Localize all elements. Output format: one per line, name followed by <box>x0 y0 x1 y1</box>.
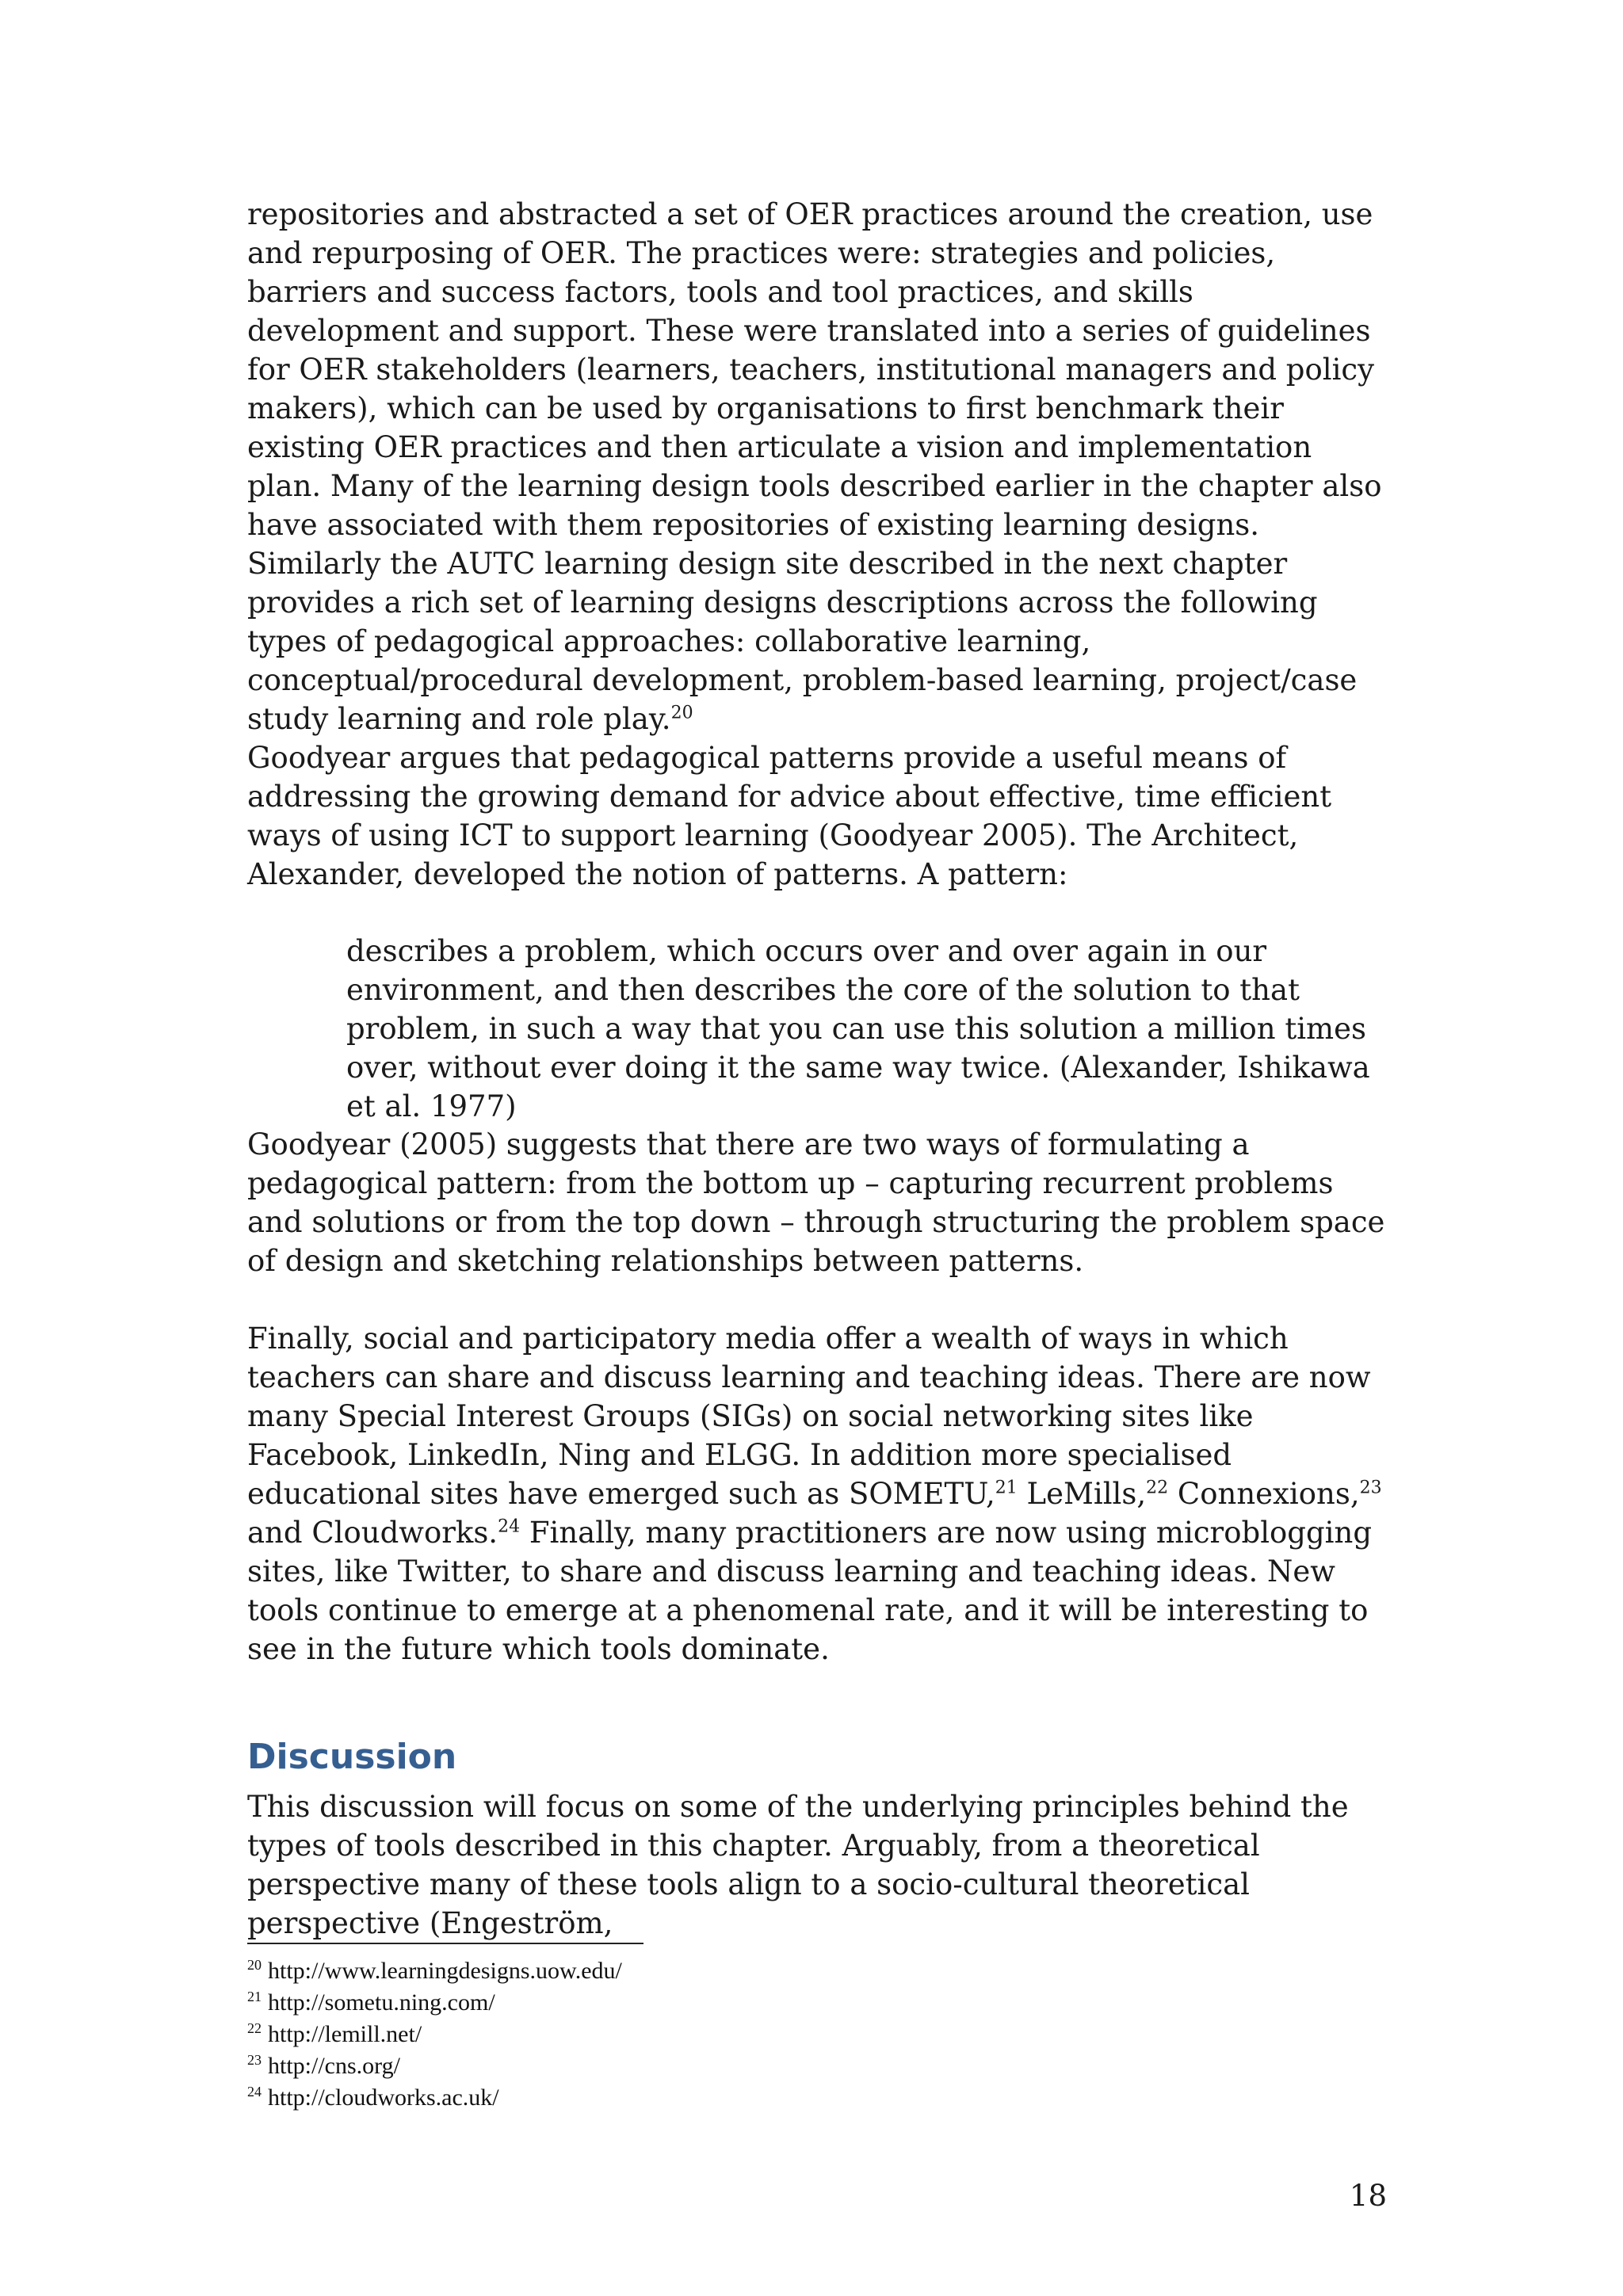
footnote-separator <box>247 1943 643 1944</box>
paragraph-text: Finally, many practitioners are now using microblogging sites, like Twitter, to share and discuss learning and teaching ideas. New tools continue to emerge at a phenomenal rate, and it will be interesting to see in the future which tools dominate. <box>247 1516 1373 1666</box>
footnote-link[interactable]: http://cns.org/ <box>268 2053 400 2079</box>
footnote-link[interactable]: http://lemill.net/ <box>268 2021 422 2047</box>
paragraph-text: Connexions, <box>1168 1477 1360 1511</box>
footnote-number: 22 <box>247 2020 262 2036</box>
footnote-item <box>247 2082 1357 2114</box>
paragraph-oer-practices <box>247 195 1388 738</box>
footnote-number: 21 <box>247 1989 262 2004</box>
footnote-item <box>247 2050 1357 2082</box>
footnote-number: 24 <box>247 2084 262 2100</box>
paragraph-text: and Cloudworks. <box>247 1516 498 1550</box>
footnote-item <box>247 1955 1357 1987</box>
footnote-number: 23 <box>247 2052 262 2068</box>
footnote-item <box>247 1987 1357 2019</box>
paragraph-text: Finally, social and participatory media offer a wealth of ways in which teachers can share and discuss learning and teaching ideas. There are now many Special Interest Groups (SIGs) on social networking sites like Facebook, LinkedIn, Ning and ELGG. In addition more specialised educational sites have emerged such as SOMETU, <box>247 1322 1371 1511</box>
paragraph-goodyear-formulating: Goodyear (2005) suggests that there are two ways of formulating a pedagogical pattern: from the bottom up – capturing recurrent problems and solutions or from the top down – through structuring the problem space of design and sketching relationships between patterns. <box>247 1127 1385 1278</box>
footnote-item <box>247 2019 1357 2050</box>
page-number: 18 <box>1349 2179 1387 2213</box>
footnote-number: 20 <box>247 1957 262 1973</box>
footnote-ref-20: 20 <box>670 703 693 723</box>
footnote-link[interactable]: http://cloudworks.ac.uk/ <box>268 2084 499 2111</box>
paragraph-text: LeMills, <box>1017 1477 1147 1511</box>
paragraph-text: repositories and abstracted a set of OER practices around the creation, use and repurposing of OER. The practices were: strategies and policies, barriers and success factors, tools and tool practices, and skills development and support. These were translated into a series of guidelines for OER stakeholders (learners, teachers, institutional managers and policy makers), which can be used by organisations to first benchmark their existing OER practices and then articulate a vision and implementation plan. Many of the learning design tools described earlier in the chapter also have associated with them repositories of existing learning designs. Similarly the AUTC learning design site described in the next chapter provides a rich set of learning designs descriptions across the following types of pedagogical approaches: collaborative learning, conceptual/procedural development, problem-based learning, project/case study learning and role play. <box>247 197 1382 736</box>
footnote-ref-21: 21 <box>995 1478 1018 1498</box>
footnote-link[interactable]: http://sometu.ning.com/ <box>268 1989 495 2016</box>
paragraph-goodyear-patterns: Goodyear argues that pedagogical patterns provide a useful means of addressing the growing demand for advice about effective, time efficient ways of using ICT to support learning (Goodyear 2005). The Architect, Alexander, developed the notion of patterns. A pattern: <box>247 741 1332 891</box>
paragraph-discussion-intro: This discussion will focus on some of the underlying principles behind the types of tools described in this chapter. Arguably, from a theoretical perspective many of these tools align to a socio-cultural theoretical perspective (Engeström, <box>247 1790 1349 1940</box>
footnote-link[interactable]: http://www.learningdesigns.uow.edu/ <box>268 1958 622 1984</box>
paragraph-social-media <box>247 1319 1388 1669</box>
footnote-ref-24: 24 <box>498 1516 521 1537</box>
footnote-ref-22: 22 <box>1146 1478 1169 1498</box>
section-heading-discussion: Discussion <box>247 1737 457 1777</box>
footnotes <box>247 1955 1357 2114</box>
footnote-ref-23: 23 <box>1359 1478 1382 1498</box>
block-quote-alexander: describes a problem, which occurs over and over again in our environment, and then describes the core of the solution to that problem, in such a way that you can use this solution a million times over, without ever doing it the same way twice. (Alexander, Ishikawa et al. 1977) <box>346 934 1370 1123</box>
